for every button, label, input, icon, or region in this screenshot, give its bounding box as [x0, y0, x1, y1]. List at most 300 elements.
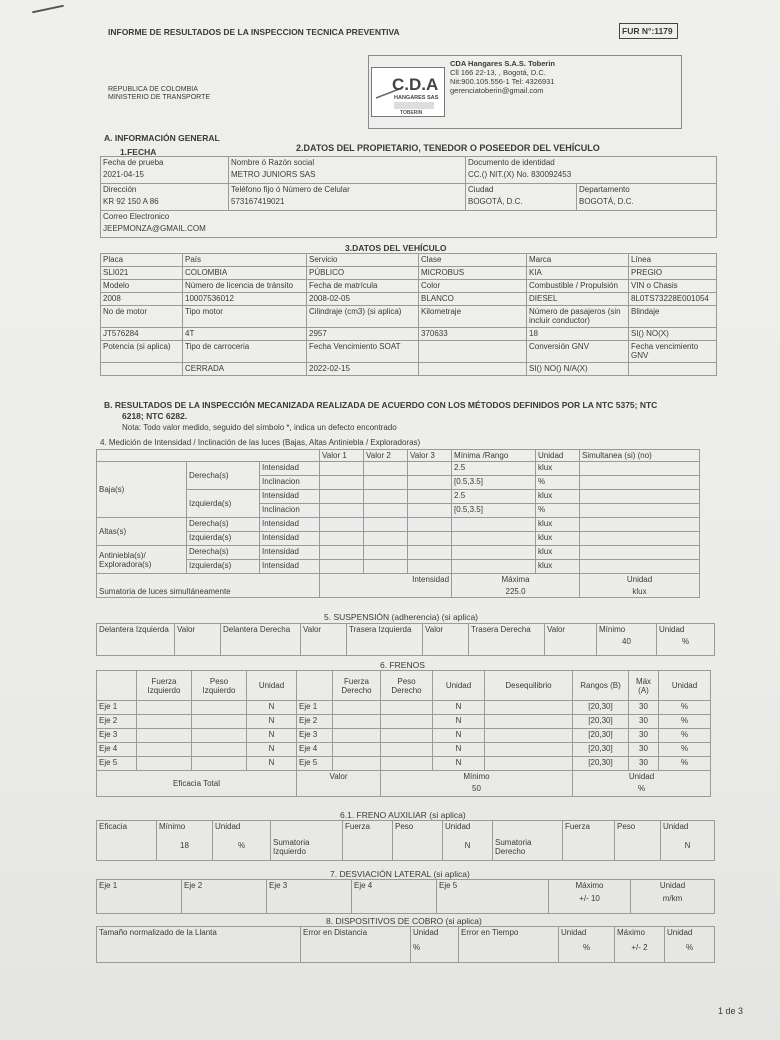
- table-cell: [137, 743, 192, 757]
- frenos-col-header: Unidad: [433, 671, 485, 701]
- section-b-title2: 6218; NTC 6282.: [122, 411, 188, 421]
- desviacion-eje: Eje 3: [267, 880, 352, 914]
- table-cell: [320, 490, 364, 504]
- logo-text: C.D.A: [392, 75, 439, 94]
- vehicle-row: [101, 280, 717, 293]
- frenos-unit-der: N: [433, 729, 485, 743]
- frenos-eficacia-label: Eficacia Total: [97, 771, 297, 797]
- table-cell: [364, 532, 408, 546]
- table-cell: [320, 462, 364, 476]
- frenos-unit: %: [659, 743, 711, 757]
- vehicle-value: 18: [527, 328, 629, 341]
- vehicle-label: Fecha vencimiento GNV: [629, 341, 717, 363]
- vehicle-value: PÚBLICO: [307, 267, 419, 280]
- desviacion-table: [96, 879, 715, 914]
- table-cell: [408, 560, 452, 574]
- vehicle-value: CERRADA: [183, 363, 307, 376]
- luces-side: Izquierda(s): [187, 490, 260, 518]
- table-cell: [320, 518, 364, 532]
- table-cell: [333, 729, 381, 743]
- luces-sum-label: Sumatoria de luces simultáneamente: [97, 574, 320, 598]
- luces-param: Intensidad: [260, 462, 320, 476]
- logo-graphic: [372, 68, 444, 116]
- section-b-title: B. RESULTADOS DE LA INSPECCIÓN MECANIZADA REALIZADA DE ACUERDO CON LOS MÉTODOS DEFINIDOS POR LA NTC 5375; NTC: [104, 400, 658, 410]
- suspension-cell: Delantera Izquierda: [97, 624, 175, 656]
- fur-box: [619, 23, 678, 39]
- svg-text:TOBERIN: TOBERIN: [400, 110, 423, 116]
- vehicle-row: [101, 293, 717, 306]
- telefono-cell: Teléfono fijo ó Número de Celular 573167419021: [229, 184, 466, 211]
- frenos-unit-izq: N: [247, 743, 297, 757]
- frenos-row: [97, 757, 711, 771]
- suspension-cell: Valor: [423, 624, 469, 656]
- vehicle-label: Cilindraje (cm3) (si aplica): [307, 306, 419, 328]
- vehicle-label: Fecha de matrícula: [307, 280, 419, 293]
- vehicle-value: SI() NO(X): [629, 328, 717, 341]
- frenos-row: [97, 729, 711, 743]
- vehicle-label: Kilometraje: [419, 306, 527, 328]
- frenos-col-header: Desequilibrio: [485, 671, 573, 701]
- luces-group: Altas(s): [97, 518, 187, 546]
- suspension-cell: Valor: [175, 624, 221, 656]
- table-cell: [408, 462, 452, 476]
- frenos-eje-izq: Eje 3: [97, 729, 137, 743]
- frenos-col-header: Máx (A): [629, 671, 659, 701]
- vehicle-label: Conversión GNV: [527, 341, 629, 363]
- vehicle-value: 2008-02-05: [307, 293, 419, 306]
- table-cell: [381, 701, 433, 715]
- table-cell: [333, 757, 381, 771]
- table-cell: [381, 743, 433, 757]
- vehicle-label: VIN o Chasis: [629, 280, 717, 293]
- luces-min: 2.5: [452, 490, 536, 504]
- aux-peso-der: Peso: [615, 821, 661, 861]
- vehicle-label: País: [183, 254, 307, 267]
- vehicle-label: Tipo de carroceria: [183, 341, 307, 363]
- general-info-table: [100, 156, 717, 238]
- table-cell: [192, 757, 247, 771]
- frenos-title: 6. FRENOS: [380, 660, 425, 670]
- table-cell: [580, 532, 700, 546]
- vehicle-label: Línea: [629, 254, 717, 267]
- desviacion-title: 7. DESVIACIÓN LATERAL (si aplica): [330, 869, 470, 879]
- table-cell: [485, 729, 573, 743]
- vehicle-value: 2008: [101, 293, 183, 306]
- table-cell: [137, 729, 192, 743]
- frenos-col-header: Peso Izquierdo: [192, 671, 247, 701]
- table-cell: [580, 546, 700, 560]
- luces-min: 2.5: [452, 462, 536, 476]
- company-email: gerenciatoberin@gmail.com: [450, 86, 544, 95]
- table-cell: [364, 462, 408, 476]
- cobro-table: [96, 926, 715, 963]
- luces-row: [97, 546, 700, 560]
- suspension-cell: Valor: [301, 624, 347, 656]
- luces-unit: klux: [536, 546, 580, 560]
- frenos-max: 30: [629, 729, 659, 743]
- frenos-unit-der: N: [433, 701, 485, 715]
- vehicle-value: SI() NO() N/A(X): [527, 363, 629, 376]
- table-cell: [580, 490, 700, 504]
- vehicle-row: [101, 328, 717, 341]
- frenos-table: [96, 670, 711, 797]
- correo-cell: Correo Electronico JEEPMONZA@GMAIL.COM: [101, 211, 717, 238]
- table-cell: [485, 701, 573, 715]
- vehicle-value: 2957: [307, 328, 419, 341]
- cobro-llanta: Tamaño normalizado de la Llanta: [97, 927, 301, 963]
- luces-min: [0.5,3.5]: [452, 504, 536, 518]
- table-cell: [408, 518, 452, 532]
- frenos-col-header: Unidad: [247, 671, 297, 701]
- table-cell: [192, 715, 247, 729]
- vehicle-label: Marca: [527, 254, 629, 267]
- frenos-max: 30: [629, 701, 659, 715]
- desviacion-eje: Eje 4: [352, 880, 437, 914]
- aux-sum-der: Sumatoria Derecho: [493, 821, 563, 861]
- table-cell: [408, 546, 452, 560]
- desviacion-eje: Eje 5: [437, 880, 549, 914]
- vehicle-label: Servicio: [307, 254, 419, 267]
- suspension-title: 5. SUSPENSIÓN (adherencia) (si aplica): [324, 612, 479, 622]
- luces-side: Derecha(s): [187, 518, 260, 532]
- vehicle-row: [101, 267, 717, 280]
- frenos-max: 30: [629, 715, 659, 729]
- frenos-eficacia-row: [97, 771, 711, 797]
- vehicle-value: PREGIO: [629, 267, 717, 280]
- suspension-cell: Trasera Izquierda: [347, 624, 423, 656]
- table-cell: [320, 532, 364, 546]
- luces-col-header: Unidad: [536, 450, 580, 462]
- frenos-unit-der: N: [433, 743, 485, 757]
- desviacion-row: [97, 880, 715, 914]
- table-cell: [408, 490, 452, 504]
- table-cell: [320, 560, 364, 574]
- luces-side: Derecha(s): [187, 462, 260, 490]
- aux-peso-izq: Peso: [393, 821, 443, 861]
- cobro-unidad-3: Unidad %: [665, 927, 715, 963]
- table-cell: [580, 560, 700, 574]
- aux-minimo: Mínimo 18: [157, 821, 213, 861]
- frenos-minimo: Mínimo 50: [381, 771, 573, 797]
- vehicle-value: 370633: [419, 328, 527, 341]
- vehicle-value: BLANCO: [419, 293, 527, 306]
- ministry-line2: MINISTERIO DE TRANSPORTE: [108, 94, 211, 101]
- frenos-rango: [20,30]: [573, 701, 629, 715]
- table-cell: [364, 518, 408, 532]
- vehicle-row: [101, 341, 717, 363]
- vehicle-label: Fecha Vencimiento SOAT: [307, 341, 419, 363]
- frenos-max: 30: [629, 757, 659, 771]
- table-cell: [333, 715, 381, 729]
- luces-sum-unit: Unidad klux: [580, 574, 700, 598]
- table-cell: [580, 462, 700, 476]
- luces-side: Izquierda(s): [187, 532, 260, 546]
- frenos-row: [97, 743, 711, 757]
- section-b-note: Nota: Todo valor medido, seguido del símbolo *, indica un defecto encontrado: [122, 423, 397, 432]
- table-cell: [333, 701, 381, 715]
- company-logo: [371, 67, 445, 117]
- vehicle-label: Color: [419, 280, 527, 293]
- razon-cell: Nombre ó Razón social METRO JUNIORS SAS: [229, 157, 466, 184]
- vehicle-value: 4T: [183, 328, 307, 341]
- frenos-col-header: Fuerza Derecho: [333, 671, 381, 701]
- vehicle-label: Blindaje: [629, 306, 717, 328]
- luces-unit: %: [536, 476, 580, 490]
- vehicle-value: [419, 363, 527, 376]
- luces-min: [452, 532, 536, 546]
- owner-heading: 2.DATOS DEL PROPIETARIO, TENEDOR O POSEEDOR DEL VEHÍCULO: [296, 143, 600, 153]
- frenos-col-header: Peso Derecho: [381, 671, 433, 701]
- table-cell: [485, 757, 573, 771]
- vehicle-label: Potencia (si aplica): [101, 341, 183, 363]
- table-cell: [320, 546, 364, 560]
- luces-param: Intensidad: [260, 532, 320, 546]
- direccion-cell: Dirección KR 92 150 A 86: [101, 184, 229, 211]
- luces-param: Intensidad: [260, 490, 320, 504]
- table-cell: [381, 715, 433, 729]
- company-nit: Nit:900.105.556-1 Tel: 4326931: [450, 77, 555, 86]
- luces-min: [0.5,3.5]: [452, 476, 536, 490]
- vehicle-label: No de motor: [101, 306, 183, 328]
- table-cell: [364, 490, 408, 504]
- frenos-unidad: Unidad %: [573, 771, 711, 797]
- cobro-err-dist: Error en Distancia: [301, 927, 411, 963]
- auxiliar-table: [96, 820, 715, 861]
- cobro-unidad-1: Unidad %: [411, 927, 459, 963]
- table-cell: [485, 715, 573, 729]
- cobro-unidad-2: Unidad %: [559, 927, 615, 963]
- luces-param: Intensidad: [260, 560, 320, 574]
- fecha-prueba-cell: Fecha de prueba 2021-04-15: [101, 157, 229, 184]
- table-cell: [364, 546, 408, 560]
- frenos-unit-izq: N: [247, 757, 297, 771]
- luces-sum-intensidad: Intensidad: [320, 574, 452, 598]
- suspension-cell: Unidad %: [657, 624, 715, 656]
- frenos-unit-der: N: [433, 715, 485, 729]
- frenos-unit-izq: N: [247, 729, 297, 743]
- frenos-header-row: [97, 671, 711, 701]
- table-cell: [364, 560, 408, 574]
- frenos-valor: Valor: [297, 771, 381, 797]
- luces-row: [97, 462, 700, 476]
- table-cell: [320, 504, 364, 518]
- aux-n-der: Unidad N: [661, 821, 715, 861]
- luces-row: [97, 560, 700, 574]
- luces-side: Izquierda(s): [187, 560, 260, 574]
- vehicle-row: [101, 363, 717, 376]
- suspension-table: [96, 623, 715, 656]
- table-cell: [580, 504, 700, 518]
- table-cell: [137, 757, 192, 771]
- frenos-max: 30: [629, 743, 659, 757]
- auxiliar-title: 6.1. FRENO AUXILIAR (si aplica): [340, 810, 466, 820]
- departamento-cell: Departamento BOGOTÁ, D.C.: [577, 184, 717, 211]
- desviacion-eje: Eje 2: [182, 880, 267, 914]
- frenos-unit-izq: N: [247, 715, 297, 729]
- table-cell: [192, 729, 247, 743]
- vehicle-label: Número de pasajeros (sin incluir conductor): [527, 306, 629, 328]
- table-cell: [408, 532, 452, 546]
- frenos-eje-izq: Eje 5: [97, 757, 137, 771]
- luces-col-header: Valor 1: [320, 450, 364, 462]
- frenos-eje-der: Eje 3: [297, 729, 333, 743]
- table-cell: [97, 671, 137, 701]
- luces-row: [97, 490, 700, 504]
- vehicle-table: [100, 253, 717, 376]
- aux-n-izq: Unidad N: [443, 821, 493, 861]
- frenos-unit-izq: N: [247, 701, 297, 715]
- vehicle-label: Combustible / Propulsión: [527, 280, 629, 293]
- luces-table: [96, 449, 700, 598]
- table-cell: [137, 701, 192, 715]
- vehicle-value: 2022-02-15: [307, 363, 419, 376]
- luces-sum-row: [97, 574, 700, 598]
- luces-min: [452, 546, 536, 560]
- vehicle-label: Clase: [419, 254, 527, 267]
- table-cell: [364, 476, 408, 490]
- table-cell: [192, 701, 247, 715]
- table-cell: [333, 743, 381, 757]
- luces-group: Antiniebla(s)/ Exploradora(s): [97, 546, 187, 574]
- luces-unit: klux: [536, 560, 580, 574]
- suspension-row: [97, 624, 715, 656]
- desviacion-unit: Unidad m/km: [631, 880, 715, 914]
- aux-fuerza-der: Fuerza: [563, 821, 615, 861]
- luces-unit: klux: [536, 518, 580, 532]
- page-number: 1 de 3: [718, 1006, 744, 1016]
- frenos-unit: %: [659, 729, 711, 743]
- luces-sum-max: Máxima 225.0: [452, 574, 580, 598]
- fecha-heading: 1.FECHA: [120, 147, 157, 157]
- aux-eficacia: Eficacia: [97, 821, 157, 861]
- luces-min: [452, 560, 536, 574]
- suspension-cell: Valor: [545, 624, 597, 656]
- table-cell: [580, 476, 700, 490]
- luces-col-header: Valor 3: [408, 450, 452, 462]
- luces-row: [97, 532, 700, 546]
- frenos-row: [97, 701, 711, 715]
- frenos-rango: [20,30]: [573, 729, 629, 743]
- frenos-col-header: [297, 671, 333, 701]
- aux-sum-izq: Sumatoria Izquierdo: [271, 821, 343, 861]
- vehicle-value: 8L0TS73228E001054: [629, 293, 717, 306]
- frenos-rango: [20,30]: [573, 715, 629, 729]
- table-cell: [192, 743, 247, 757]
- luces-unit: klux: [536, 490, 580, 504]
- report-title: INFORME DE RESULTADOS DE LA INSPECCION TECNICA PREVENTIVA: [108, 27, 400, 37]
- desviacion-eje: Eje 1: [97, 880, 182, 914]
- suspension-cell: Trasera Derecha: [469, 624, 545, 656]
- luces-param: Intensidad: [260, 518, 320, 532]
- vehicle-value: 10007536012: [183, 293, 307, 306]
- frenos-col-header: Rangos (B): [573, 671, 629, 701]
- frenos-row: [97, 715, 711, 729]
- frenos-unit: %: [659, 715, 711, 729]
- desviacion-max: Máximo +/- 10: [549, 880, 631, 914]
- ciudad-cell: Ciudad BOGOTÁ, D.C.: [466, 184, 577, 211]
- frenos-eje-der: Eje 5: [297, 757, 333, 771]
- luces-col-header: Valor 2: [364, 450, 408, 462]
- luces-unit: %: [536, 504, 580, 518]
- table-cell: [485, 743, 573, 757]
- vehicle-value: COLOMBIA: [183, 267, 307, 280]
- ministry-line1: REPUBLICA DE COLOMBIA: [108, 86, 198, 93]
- vehicle-value: [101, 363, 183, 376]
- table-cell: [137, 715, 192, 729]
- table-cell: [381, 757, 433, 771]
- table-cell: [97, 450, 320, 462]
- vehicle-value: KIA: [527, 267, 629, 280]
- table-cell: [408, 504, 452, 518]
- cobro-title: 8. DISPOSITIVOS DE COBRO (si aplica): [326, 916, 482, 926]
- vehicle-label: Número de licencia de tránsito: [183, 280, 307, 293]
- vehicle-heading: 3.DATOS DEL VEHÍCULO: [345, 243, 447, 253]
- luces-col-header: Mínima /Rango: [452, 450, 536, 462]
- table-cell: [580, 518, 700, 532]
- vehicle-value: MICROBUS: [419, 267, 527, 280]
- frenos-rango: [20,30]: [573, 757, 629, 771]
- vehicle-row: [101, 306, 717, 328]
- luces-unit: klux: [536, 532, 580, 546]
- frenos-unit-der: N: [433, 757, 485, 771]
- luces-col-header: Simultanea (si) (no): [580, 450, 700, 462]
- vehicle-row: [101, 254, 717, 267]
- fur-number: FUR N°:1179: [622, 26, 673, 36]
- frenos-unit: %: [659, 757, 711, 771]
- frenos-eje-der: Eje 4: [297, 743, 333, 757]
- frenos-eje-der: Eje 2: [297, 715, 333, 729]
- frenos-col-header: Unidad: [659, 671, 711, 701]
- frenos-eje-izq: Eje 1: [97, 701, 137, 715]
- vehicle-value: SLI021: [101, 267, 183, 280]
- svg-text:HANGARES SAS: HANGARES SAS: [394, 95, 439, 101]
- vehicle-label: Tipo motor: [183, 306, 307, 328]
- cobro-err-tiempo: Error en Tiempo: [459, 927, 559, 963]
- frenos-rango: [20,30]: [573, 743, 629, 757]
- table-cell: [320, 476, 364, 490]
- luces-row: [97, 518, 700, 532]
- table-cell: [381, 729, 433, 743]
- vehicle-value: DIESEL: [527, 293, 629, 306]
- suspension-cell: Mínimo 40: [597, 624, 657, 656]
- luces-header-row: [97, 450, 700, 462]
- luces-param: Inclinacion: [260, 504, 320, 518]
- vehicle-value: JT576284: [101, 328, 183, 341]
- pen-mark: [32, 5, 64, 14]
- frenos-col-header: Fuerza Izquierdo: [137, 671, 192, 701]
- aux-unidad: Unidad %: [213, 821, 271, 861]
- luces-unit: klux: [536, 462, 580, 476]
- aux-fuerza-izq: Fuerza: [343, 821, 393, 861]
- vehicle-label: Modelo: [101, 280, 183, 293]
- vehicle-label: Placa: [101, 254, 183, 267]
- luces-min: [452, 518, 536, 532]
- luces-title: 4. Medición de Intensidad / Inclinación de las luces (Bajas, Altas Antiniebla / Exploradoras): [100, 438, 421, 447]
- documento-cell: Documento de identidad CC.() NIT.(X) No. 830092453: [466, 157, 717, 184]
- frenos-eje-izq: Eje 4: [97, 743, 137, 757]
- company-name: CDA Hangares S.A.S. Toberin: [450, 59, 556, 68]
- luces-param: Intensidad: [260, 546, 320, 560]
- company-address: Cll 166 22-13, , Bogotá, D.C.: [450, 68, 546, 77]
- table-cell: [408, 476, 452, 490]
- vehicle-value: [629, 363, 717, 376]
- frenos-eje-der: Eje 1: [297, 701, 333, 715]
- frenos-unit: %: [659, 701, 711, 715]
- cobro-maximo: Máximo +/- 2: [615, 927, 665, 963]
- luces-side: Derecha(s): [187, 546, 260, 560]
- suspension-cell: Delantera Derecha: [221, 624, 301, 656]
- frenos-eje-izq: Eje 2: [97, 715, 137, 729]
